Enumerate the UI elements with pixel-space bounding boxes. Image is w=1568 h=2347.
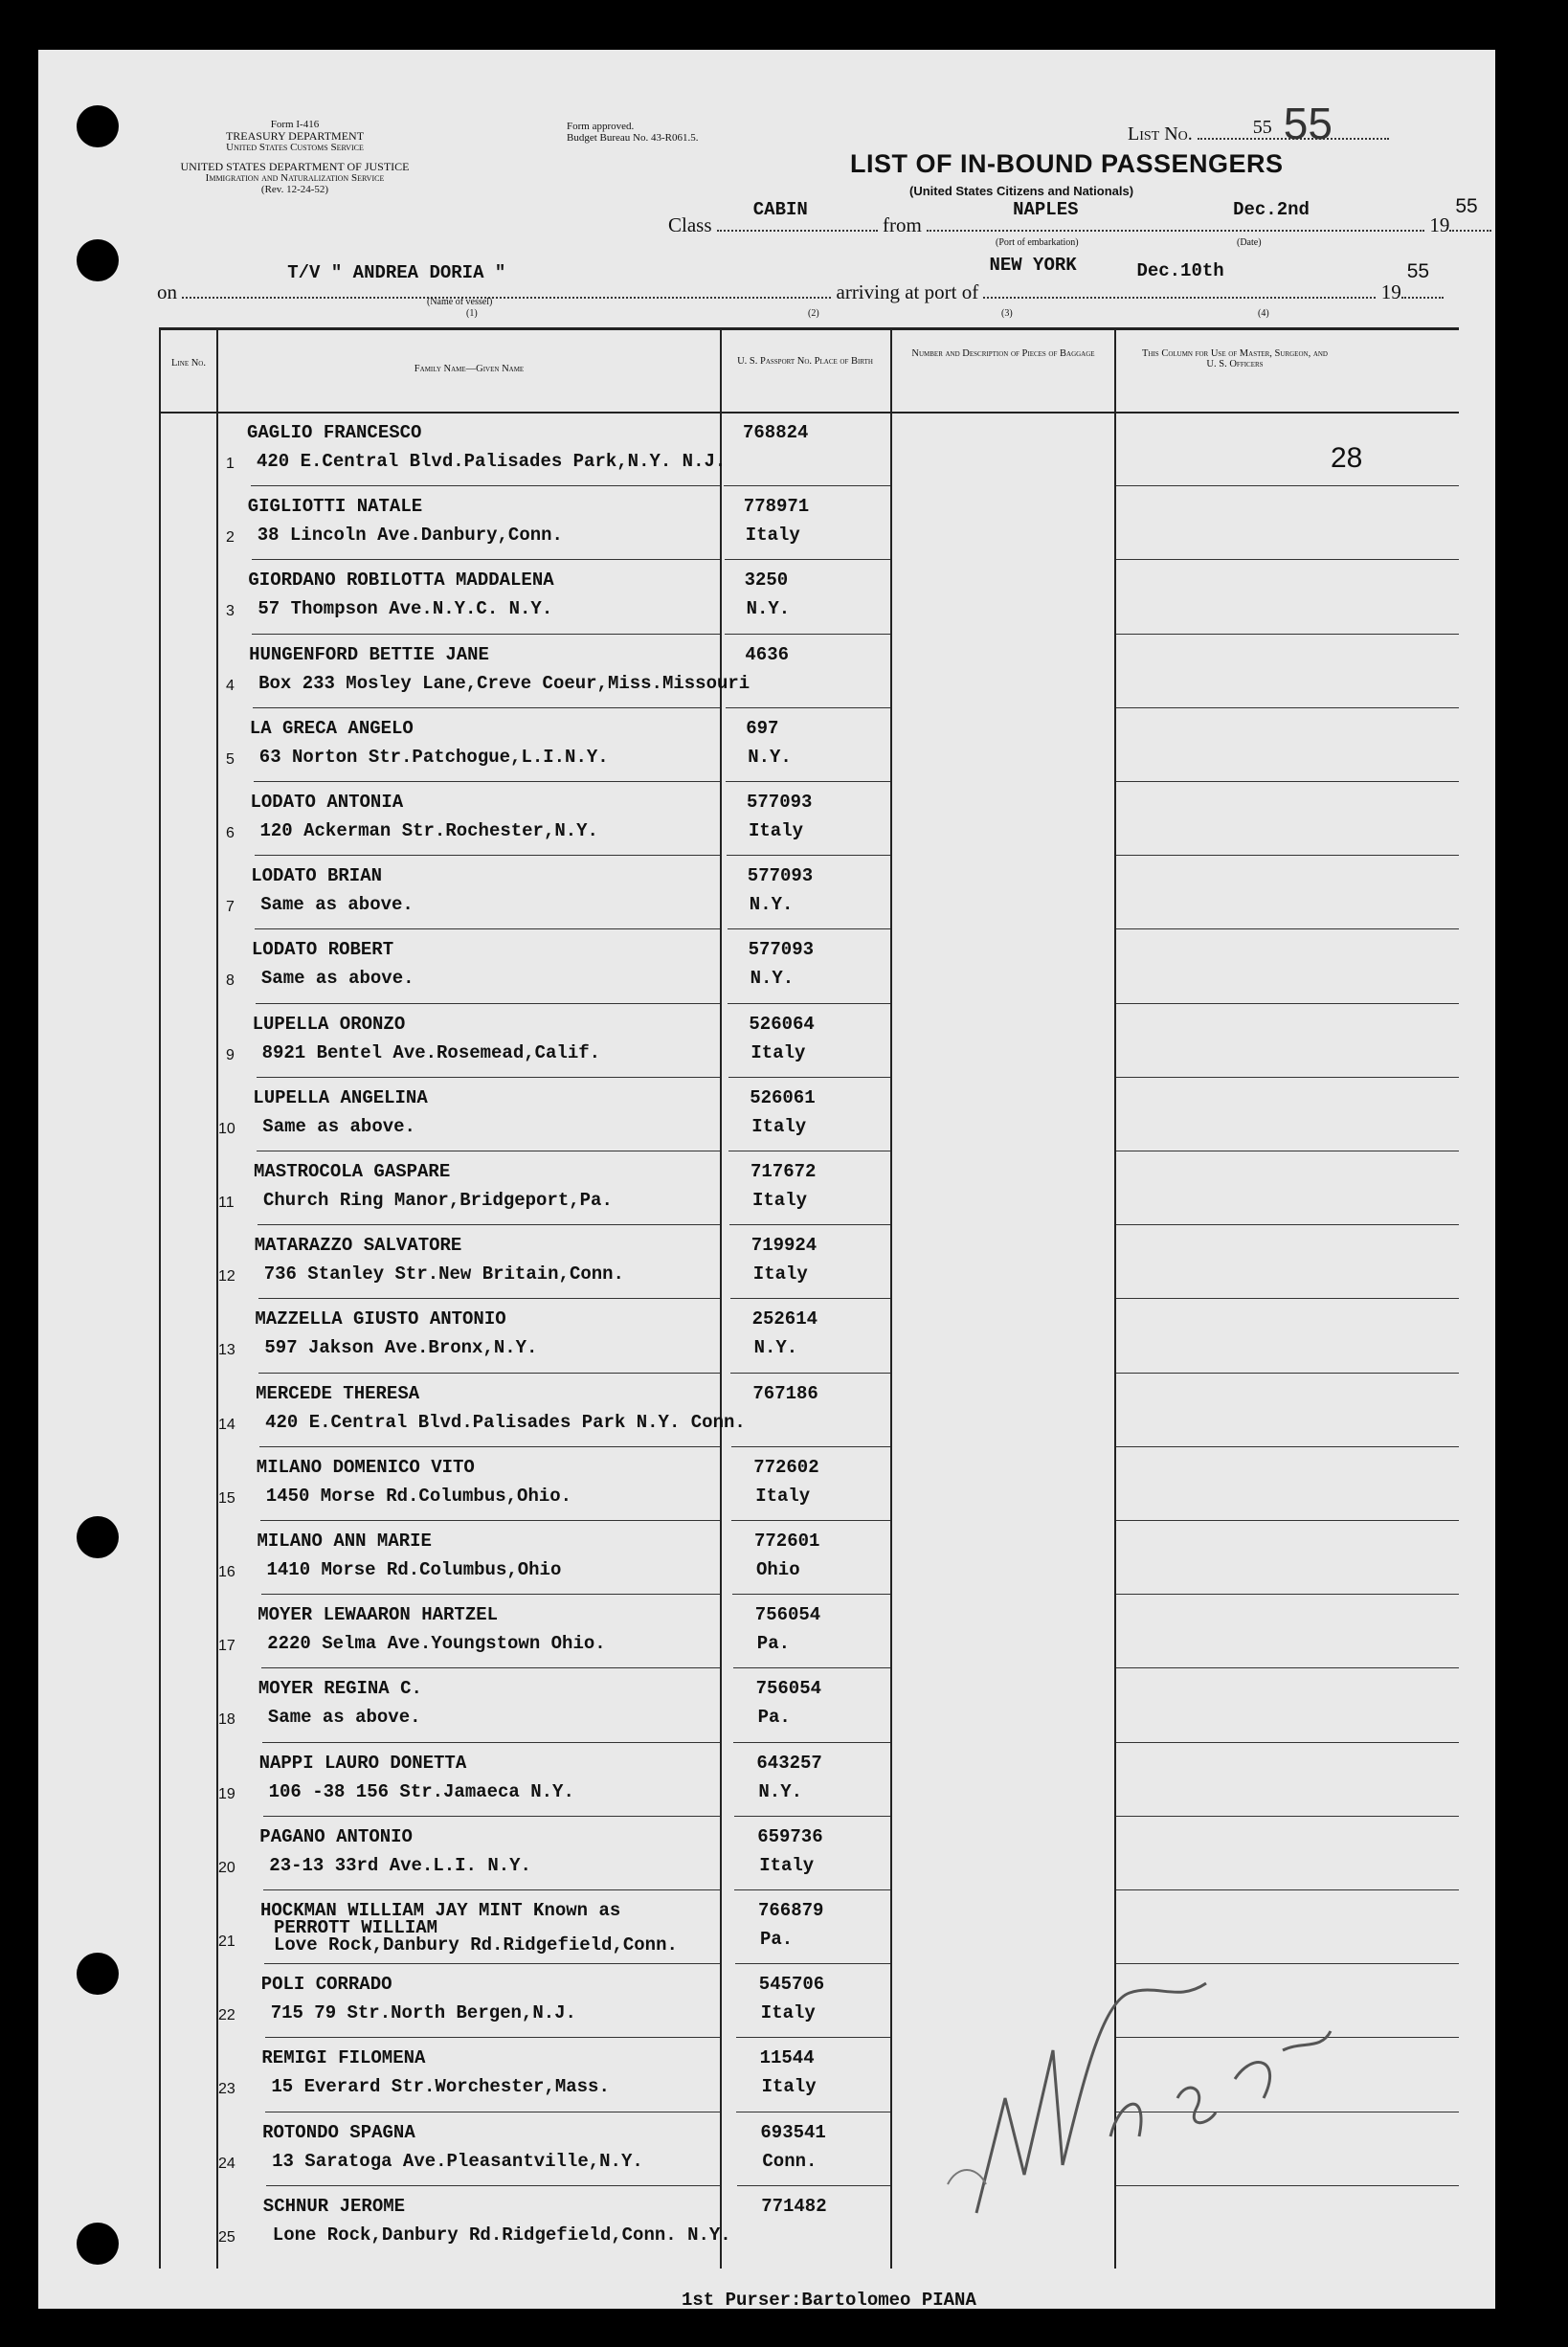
line-number: 3 <box>226 603 235 620</box>
passenger-address: 1410 Morse Rd.Columbus,Ohio <box>266 1559 562 1580</box>
place-of-birth: N.Y. <box>750 968 795 990</box>
on-label: on <box>157 280 177 303</box>
passport-number: 719924 <box>750 1235 818 1257</box>
place-of-birth: N.Y. <box>746 598 791 620</box>
date-caption: (Date) <box>1237 237 1262 248</box>
row-divider <box>258 1373 720 1374</box>
passenger-name: GIORDANO ROBILOTTA MADDALENA <box>248 570 554 592</box>
passport-number: 697 <box>746 717 779 739</box>
passport-number: 778971 <box>743 496 810 518</box>
line-number: 7 <box>226 899 235 916</box>
passenger-name: NAPPI LAURO DONETTA <box>258 1752 467 1774</box>
arrival-date: Dec.10th <box>1136 260 1224 281</box>
list-no-value: 55 <box>1252 117 1272 138</box>
line-number: 22 <box>218 2007 235 2024</box>
passenger-name: PAGANO ANTONIO <box>259 1825 413 1847</box>
arrival-port: NEW YORK <box>989 255 1077 276</box>
vessel-line <box>157 255 1444 304</box>
class-line <box>668 195 1491 237</box>
row-divider <box>251 485 720 486</box>
passenger-address: Church Ring Manor,Bridgeport,Pa. <box>263 1190 613 1211</box>
officer-note: 28 <box>1331 442 1363 474</box>
row-divider <box>263 1889 720 1890</box>
row-divider <box>1116 1077 1459 1078</box>
passenger-address: 736 Stanley Str.New Britain,Conn. <box>263 1263 624 1285</box>
passenger-address: 57 Thompson Ave.N.Y.C. N.Y. <box>258 598 553 620</box>
line-number: 6 <box>226 825 235 841</box>
passenger-address: Same as above. <box>267 1707 421 1729</box>
line-number: 25 <box>218 2228 235 2246</box>
page-title: LIST OF IN-BOUND PASSENGERS <box>850 149 1284 178</box>
punch-hole <box>77 1953 119 1995</box>
passenger-address: 13 Saratoga Ave.Pleasantville,N.Y. <box>272 2150 643 2172</box>
row-divider <box>1116 485 1459 486</box>
row-divider <box>735 1963 890 1964</box>
arriving-label: arriving at port of <box>836 280 979 303</box>
passenger-name: MILANO ANN MARIE <box>257 1531 432 1552</box>
place-of-birth: Pa. <box>760 1929 794 1950</box>
row-divider <box>261 1594 721 1595</box>
passport-number: 768824 <box>743 422 809 443</box>
row-divider <box>730 1373 890 1374</box>
passenger-name: LODATO ANTONIA <box>250 792 404 813</box>
punch-hole <box>77 239 119 281</box>
line-number: 4 <box>226 677 235 694</box>
col-divider-line <box>216 329 218 2269</box>
caption-2: (2) <box>808 308 819 319</box>
table-top-rule <box>159 327 1459 330</box>
passport-number: 756054 <box>754 1604 821 1626</box>
place-of-birth: N.Y. <box>749 894 794 916</box>
row-divider <box>1116 928 1459 929</box>
passenger-name: MOYER LEWAARON HARTZEL <box>258 1604 499 1626</box>
passport-number: 767186 <box>752 1382 818 1404</box>
approval-block <box>567 121 698 144</box>
passport-number: 577093 <box>748 939 815 961</box>
row-divider <box>733 1667 890 1668</box>
place-of-birth: Italy <box>751 1115 807 1137</box>
line-number: 11 <box>218 1195 235 1211</box>
passport-number: 3250 <box>744 570 789 592</box>
line-number: 5 <box>226 750 235 768</box>
class-label: Class <box>668 213 712 236</box>
passenger-address: 106 -38 156 Str.Jamaeca N.Y. <box>268 1780 574 1802</box>
row-divider <box>727 855 890 856</box>
row-divider <box>258 1298 720 1299</box>
passenger-name: LODATO ROBERT <box>251 939 394 961</box>
row-divider <box>732 1594 890 1595</box>
from-label: from <box>883 213 922 236</box>
passenger-name: MILANO DOMENICO VITO <box>256 1456 475 1478</box>
passport-number: 577093 <box>747 792 813 813</box>
row-divider <box>734 1816 890 1817</box>
place-of-birth: Italy <box>745 525 800 547</box>
passenger-name: ROTONDO SPAGNA <box>262 2121 415 2143</box>
caption-1: (1) <box>466 308 478 319</box>
passenger-name: MOYER REGINA C. <box>258 1678 422 1700</box>
passport-number: 717672 <box>750 1161 817 1182</box>
passenger-address: 420 E.Central Blvd.Palisades Park,N.Y. N.J. <box>257 451 727 472</box>
passport-number: 643257 <box>756 1752 822 1774</box>
ins-label: Immigration and Naturalization Service <box>205 172 385 184</box>
line-number: 9 <box>226 1046 235 1063</box>
place-of-birth: Conn. <box>762 2150 818 2172</box>
caption-4: (4) <box>1258 308 1269 319</box>
table-left-border <box>159 329 161 2269</box>
line-number: 2 <box>226 529 235 547</box>
row-divider <box>1116 707 1459 708</box>
passenger-address: Love Rock,Danbury Rd.Ridgefield,Conn. <box>274 1934 678 1956</box>
passport-number: 756054 <box>755 1678 822 1700</box>
row-divider <box>1116 1889 1459 1890</box>
approved-label: Form approved. <box>567 121 635 132</box>
punch-hole <box>77 2223 119 2265</box>
line-number: 17 <box>218 1638 235 1655</box>
passport-number: 11544 <box>759 2047 815 2069</box>
class-value: CABIN <box>752 199 808 220</box>
passport-number: 526064 <box>749 1013 815 1035</box>
passenger-address: 8921 Bentel Ave.Rosemead,Calif. <box>261 1041 601 1063</box>
place-of-birth: Italy <box>761 2076 817 2098</box>
row-divider <box>731 1446 890 1447</box>
row-divider <box>1116 781 1459 782</box>
treasury-label: TREASURY DEPARTMENT <box>225 129 365 143</box>
passenger-name: SCHNUR JEROME <box>262 2195 406 2217</box>
row-divider <box>1116 855 1459 856</box>
list-number <box>1128 99 1389 148</box>
arrival-year: 55 <box>1406 260 1430 282</box>
row-divider <box>733 1742 890 1743</box>
agency-block <box>151 119 438 195</box>
passport-number: 577093 <box>747 865 814 887</box>
passenger-address: Lone Rock,Danbury Rd.Ridgefield,Conn. N.Y. <box>272 2224 731 2246</box>
row-divider <box>260 1520 720 1521</box>
line-number: 23 <box>218 2081 235 2098</box>
row-divider <box>729 1224 890 1225</box>
passenger-address: Same as above. <box>260 968 414 990</box>
passport-number: 545706 <box>758 1974 825 1996</box>
passenger-address: 15 Everard Str.Worchester,Mass. <box>271 2076 610 2098</box>
col-header-officers: This Column for Use of Master, Surgeon, and U. S. Officers <box>1142 348 1328 369</box>
row-divider <box>1116 1003 1459 1004</box>
row-divider <box>1116 1816 1459 1817</box>
place-of-birth: Italy <box>755 1485 811 1507</box>
passport-number: 4636 <box>745 643 789 665</box>
document-page <box>38 50 1495 2309</box>
row-divider <box>258 1224 720 1225</box>
col-header-name: Family Name—Given Name <box>414 364 525 374</box>
passenger-name: MAZZELLA GIUSTO ANTONIO <box>255 1308 506 1330</box>
row-divider <box>737 2185 890 2186</box>
line-number: 1 <box>226 456 235 472</box>
row-divider <box>253 707 720 708</box>
col-divider-passport <box>720 329 722 2269</box>
line-number: 15 <box>218 1489 235 1507</box>
line-number: 14 <box>218 1416 235 1433</box>
passenger-address: Box 233 Mosley Lane,Creve Coeur,Miss.Missouri <box>258 672 750 694</box>
passenger-address: 38 Lincoln Ave.Danbury,Conn. <box>257 525 563 547</box>
passenger-address: 23-13 33rd Ave.L.I. N.Y. <box>269 1854 531 1876</box>
passenger-address: Same as above. <box>262 1115 415 1137</box>
passenger-alias: PERROTT WILLIAM <box>274 1917 438 1938</box>
passenger-name: MATARAZZO SALVATORE <box>254 1235 462 1257</box>
departure-year-prefix: 19 <box>1429 213 1450 236</box>
place-of-birth: Italy <box>749 820 804 841</box>
row-divider <box>728 1003 890 1004</box>
row-divider <box>1116 1594 1459 1595</box>
line-number: 13 <box>218 1342 235 1359</box>
row-divider <box>1116 1742 1459 1743</box>
row-divider <box>259 1446 720 1447</box>
row-divider <box>725 634 890 635</box>
passenger-name: GAGLIO FRANCESCO <box>247 422 422 443</box>
justice-label: UNITED STATES DEPARTMENT OF JUSTICE <box>180 160 410 173</box>
passenger-address: 715 79 Str.North Bergen,N.J. <box>270 2002 576 2024</box>
row-divider <box>1116 559 1459 560</box>
passenger-name: POLI CORRADO <box>260 1974 392 1996</box>
place-of-birth: Pa. <box>757 1707 791 1729</box>
purser-signature-line: 1st Purser:Bartolomeo PIANA <box>682 2290 976 2311</box>
passport-number: 693541 <box>760 2121 826 2143</box>
line-number: 19 <box>218 1785 235 1802</box>
col-header-line-no: Line No. <box>171 358 206 369</box>
passport-number: 526061 <box>750 1086 816 1108</box>
row-divider <box>726 707 890 708</box>
line-number: 12 <box>218 1268 235 1285</box>
passenger-name: LUPELLA ORONZO <box>252 1013 406 1035</box>
caption-3: (3) <box>1001 308 1013 319</box>
passenger-address: 120 Ackerman Str.Rochester,N.Y. <box>259 820 598 841</box>
punch-hole <box>77 105 119 147</box>
row-divider <box>728 928 890 929</box>
handwritten-signature <box>919 1945 1359 2232</box>
list-no-stamp: 55 <box>1283 99 1333 148</box>
passenger-name: GIGLIOTTI NATALE <box>247 496 423 518</box>
row-divider <box>255 855 721 856</box>
passenger-address: Same as above. <box>260 894 414 916</box>
passenger-name: MERCEDE THERESA <box>256 1382 420 1404</box>
passenger-name: MASTROCOLA GASPARE <box>254 1161 451 1182</box>
vessel-caption: (Name of vessel) <box>427 297 493 307</box>
passport-number: 766879 <box>758 1900 824 1921</box>
row-divider <box>257 1077 720 1078</box>
row-divider <box>261 1667 720 1668</box>
budget-label: Budget Bureau No. 43-R061.5. <box>567 132 699 144</box>
line-number: 24 <box>218 2155 235 2172</box>
row-divider <box>1116 1373 1459 1374</box>
departure-date: Dec.2nd <box>1233 199 1310 220</box>
port-caption: (Port of embarkation) <box>996 237 1079 248</box>
place-of-birth: Italy <box>752 1263 808 1285</box>
row-divider <box>256 1003 720 1004</box>
col-header-passport: U. S. Passport No. Place of Birth <box>737 356 873 367</box>
line-number: 10 <box>218 1120 235 1137</box>
header-bottom-rule <box>159 412 1459 414</box>
page-subtitle: (United States Citizens and Nationals) <box>909 184 1134 198</box>
revision-label: (Rev. 12-24-52) <box>260 184 329 195</box>
place-of-birth: Italy <box>759 1854 815 1876</box>
place-of-birth: Italy <box>750 1041 806 1063</box>
row-divider <box>728 1077 890 1078</box>
punch-hole <box>77 1516 119 1558</box>
passport-number: 772602 <box>753 1456 819 1478</box>
line-number: 20 <box>218 1859 235 1876</box>
passenger-name: HUNGENFORD BETTIE JANE <box>249 643 489 665</box>
row-divider <box>262 1742 720 1743</box>
row-divider <box>263 1816 720 1817</box>
col-header-baggage: Number and Description of Pieces of Baggage <box>911 348 1095 359</box>
row-divider <box>266 2185 720 2186</box>
place-of-birth: Italy <box>760 2002 816 2024</box>
form-number: Form I-416 <box>270 119 320 130</box>
place-of-birth: Ohio <box>756 1559 800 1580</box>
row-divider <box>731 1520 890 1521</box>
row-divider <box>726 781 890 782</box>
row-divider <box>1116 634 1459 635</box>
passenger-address: 420 E.Central Blvd.Palisades Park N.Y. Conn. <box>265 1411 746 1433</box>
row-divider <box>1116 1667 1459 1668</box>
row-divider <box>736 2037 890 2038</box>
passenger-name: LUPELLA ANGELINA <box>253 1086 428 1108</box>
row-divider <box>1116 1520 1459 1521</box>
passenger-name: HOCKMAN WILLIAM JAY MINT Known as <box>260 1900 621 1921</box>
row-divider <box>265 2037 720 2038</box>
embarkation-port: NAPLES <box>1013 199 1079 220</box>
col-divider-baggage <box>890 329 892 2269</box>
line-number: 16 <box>218 1564 235 1580</box>
row-divider <box>252 559 720 560</box>
line-number: 21 <box>218 1933 235 1950</box>
place-of-birth: N.Y. <box>753 1337 798 1359</box>
list-no-label: List No. <box>1128 123 1193 145</box>
row-divider <box>730 1298 890 1299</box>
passport-number: 772601 <box>754 1531 820 1552</box>
line-number: 18 <box>218 1711 235 1729</box>
row-divider <box>1116 1446 1459 1447</box>
row-divider <box>724 485 890 486</box>
place-of-birth: N.Y. <box>758 1780 802 1802</box>
arrival-year-prefix: 19 <box>1380 280 1401 303</box>
passenger-name: REMIGI FILOMENA <box>261 2047 426 2069</box>
place-of-birth: Pa. <box>756 1633 791 1655</box>
passport-number: 252614 <box>751 1308 818 1330</box>
row-divider <box>252 634 720 635</box>
passenger-address: 2220 Selma Ave.Youngstown Ohio. <box>267 1633 606 1655</box>
line-number: 8 <box>226 972 235 990</box>
departure-year: 55 <box>1455 195 1478 217</box>
passport-number: 659736 <box>757 1825 823 1847</box>
row-divider <box>255 928 720 929</box>
row-divider <box>1116 1298 1459 1299</box>
place-of-birth: Italy <box>752 1190 808 1211</box>
passenger-address: 63 Norton Str.Patchogue,L.I.N.Y. <box>258 746 609 768</box>
passport-number: 771482 <box>761 2195 827 2217</box>
passenger-address: 597 Jakson Ave.Bronx,N.Y. <box>264 1337 538 1359</box>
place-of-birth: N.Y. <box>748 746 792 768</box>
passenger-name: LODATO BRIAN <box>251 865 383 887</box>
row-divider <box>1116 1224 1459 1225</box>
row-divider <box>725 559 890 560</box>
row-divider <box>734 1889 890 1890</box>
passenger-name: LA GRECA ANGELO <box>249 717 414 739</box>
row-divider <box>264 1963 720 1964</box>
passenger-address: 1450 Morse Rd.Columbus,Ohio. <box>265 1485 572 1507</box>
row-divider <box>254 781 720 782</box>
vessel-name: T/V " ANDREA DORIA " <box>287 262 506 283</box>
customs-label: United States Customs Service <box>226 142 364 153</box>
